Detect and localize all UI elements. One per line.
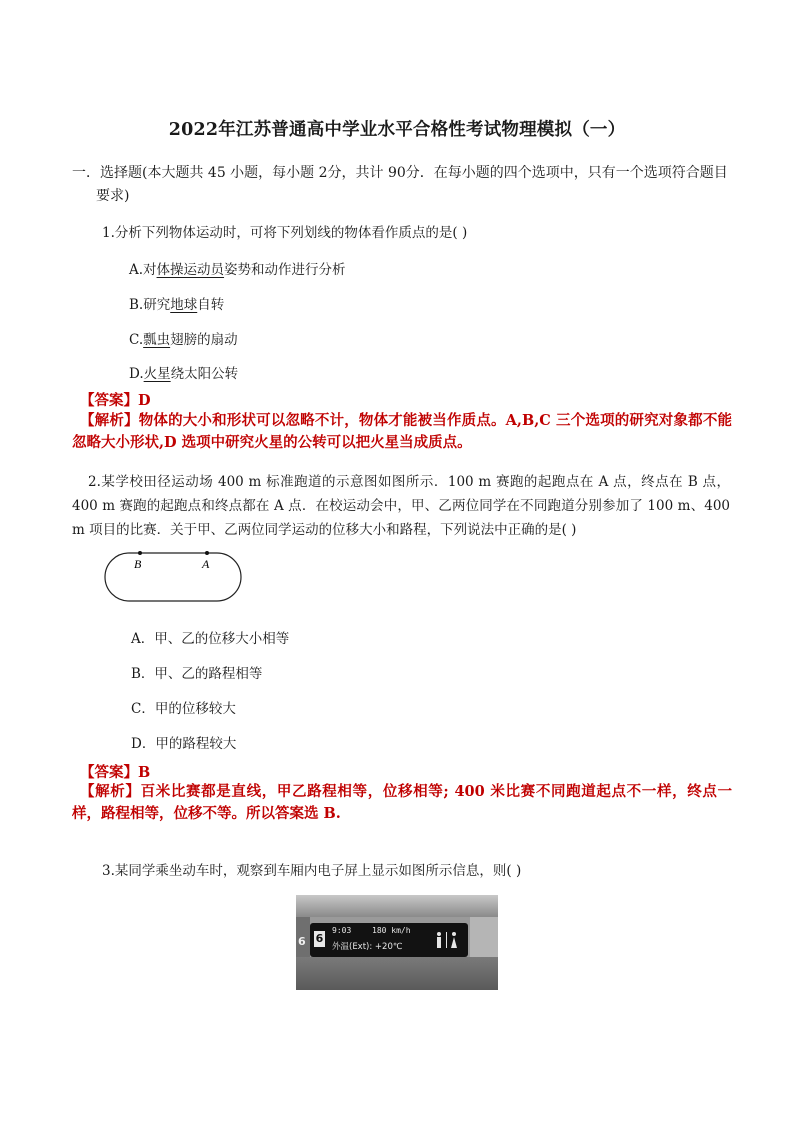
car-number-side: 6: [298, 935, 306, 948]
answer-value: D: [138, 392, 151, 409]
question-1-analysis: [72, 410, 732, 454]
point-b-label: B: [134, 557, 142, 571]
option-text: C.: [129, 332, 144, 348]
question-1-option-b: [129, 293, 224, 313]
track-diagram: [103, 551, 243, 603]
train-display-photo: [296, 895, 498, 990]
question-1-option-a: [129, 258, 346, 278]
display-outside-temp: 外温(Ext): +20℃: [332, 942, 403, 952]
answer-label: 【答案】: [80, 392, 138, 409]
section-text-line2: 要求): [96, 188, 130, 204]
option-text: B.研究: [129, 297, 171, 313]
car-number-badge: 6: [315, 932, 324, 945]
question-1-option-d: [129, 362, 238, 382]
option-text: D.: [129, 366, 144, 382]
analysis-label: 【解析】: [80, 783, 141, 800]
point-a-label: A: [202, 557, 210, 571]
display-time: 9:03: [332, 926, 352, 935]
underlined-text: 瓢虫: [143, 332, 171, 348]
question-2-analysis: [72, 781, 732, 825]
question-1-stem: 1.分析下列物体运动时，可将下列划线的物体看作质点的是( ): [102, 225, 468, 241]
running-track-outline: [105, 553, 241, 601]
question-2-option-b: B．甲、乙的路程相等: [131, 666, 263, 682]
section-number: 一．: [72, 165, 100, 181]
question-2-option-a: A．甲、乙的位移大小相等: [131, 631, 290, 647]
display-speed: 180 km/h: [372, 926, 411, 935]
question-2-option-c: C．甲的位移较大: [131, 701, 236, 717]
underlined-text: 体操运动员: [156, 262, 225, 278]
analysis-text: 百米比赛都是直线，甲乙路程相等，位移相等; 400 米比赛不同跑道起点不一样，终点一样，路程相等，位移不等。所以答案选 B.: [72, 783, 733, 822]
analysis-text: 物体的大小和形状可以忽略不计，物体才能被当作质点。A,B,C 三个选项的研究对象都不能忽略大小形状,D 选项中研究火星的公转可以把火星当成质点。: [72, 412, 733, 451]
led-display-panel: [310, 923, 468, 957]
underlined-text: 火星: [143, 366, 171, 382]
photo-ceiling: [296, 895, 498, 917]
photo-lower-area: [296, 957, 498, 990]
section-heading: [72, 162, 728, 208]
question-2-answer: [80, 761, 150, 782]
question-1-answer: [80, 389, 151, 410]
page-title: 2022年江苏普通高中学业水平合格性考试物理模拟（一）: [168, 120, 626, 140]
answer-value: B: [138, 764, 151, 781]
section-text-line1: 选择题(本大题共 45 小题，每小题 2分，共计 90分．在每小题的四个选项中，只有一个选项符合题目: [100, 165, 728, 181]
option-text: 绕太阳公转: [170, 366, 239, 382]
photo-right-panel: [470, 917, 498, 957]
underlined-text: 地球: [170, 297, 198, 313]
question-3-stem: 3.某同学乘坐动车时，观察到车厢内电子屏上显示如图所示信息，则( ): [102, 863, 522, 879]
option-text: 姿势和动作进行分析: [224, 262, 346, 278]
option-text: 翅膀的扇动: [170, 332, 238, 348]
question-1-option-c: [129, 328, 238, 348]
option-text: A.对: [129, 262, 157, 278]
question-2-option-d: D．甲的路程较大: [131, 736, 237, 752]
analysis-label: 【解析】: [80, 412, 139, 429]
answer-label: 【答案】: [80, 764, 138, 781]
option-text: 自转: [197, 297, 225, 313]
question-2-stem: 2.某学校田径运动场 400 m 标准跑道的示意图如图所示．100 m 赛跑的起跑点在 A 点，终点在 B 点，400 m 赛跑的起跑点和终点都在 A 点．在校运动会中，甲、乙两位同学在不同跑道分别参加了 100 m、400 m 项目的比赛．关于甲、乙两位同学运动的位移大小和路程，下列说法中正确的是( ): [72, 474, 730, 538]
point-a-marker: [205, 551, 209, 555]
restroom-icon: [432, 931, 462, 949]
point-b-marker: [138, 551, 142, 555]
